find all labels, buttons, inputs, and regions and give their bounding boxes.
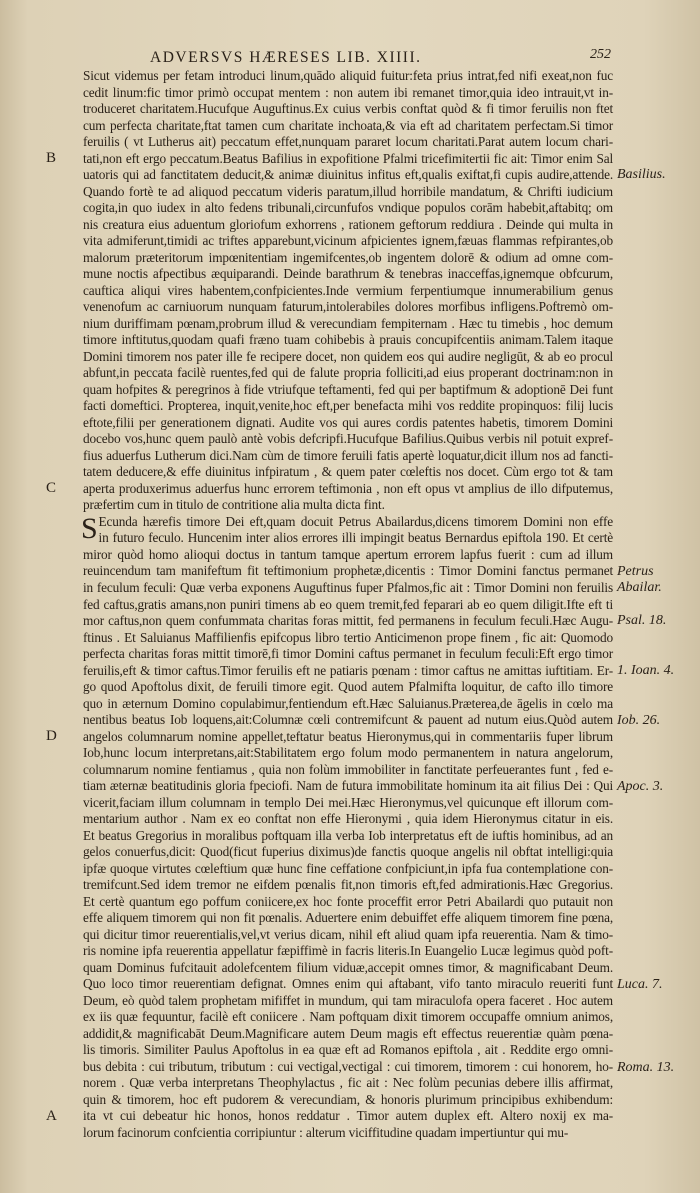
- text-line: cedit linum:fic timor primò occupat mentem : non autem ibi remanet timor,quia ideo intrauit,vt in-: [83, 84, 613, 100]
- text-line: Quando fortè te ad aliquod peccatum videris paratum,illud horribile mandatum, & Chrifti iudicium: [83, 183, 613, 199]
- text-line: miror quòd homo alioqui doctus in tantum tamque apertum errorem lapfus fuerit : cum ad illum: [83, 546, 613, 562]
- margin-note: Iob. 26.: [617, 712, 661, 728]
- margin-note: Psal. 18.: [617, 613, 667, 629]
- text-line: præfertim cum in titulo de contritione alia multa dicta fint.: [83, 497, 385, 513]
- text-line: ipfæ quoque virtutes cœleftium quæ hunc fine ceffatione confpiciunt,in ipfa fua contemplatione con-: [83, 860, 613, 876]
- running-head: ADVERSVS HÆRESES LIB. XIIII.: [150, 49, 422, 66]
- margin-note: Apoc. 3.: [617, 778, 664, 794]
- text-line: addidit,& magnificabāt Deum.Magnificare autem Deum magis eft effectus reuerentiæ quàm pœna-: [83, 1025, 613, 1041]
- text-line: norem . Quæ verba interpretans Theophylactus , fic ait : Nec folùm pecunias debere illis affirmat,: [83, 1075, 613, 1091]
- text-line: ftinus . Et Saluianus Maffilienfis epifcopus libro tertio Anticimenon prope finem , fic ait: Quomodo: [83, 629, 613, 645]
- text-line: venenofum ac carniuorum nunquam faturum,intolerabiles dolores morfibus infligens.Poftremò om-: [83, 299, 613, 315]
- text-line: tremifcunt.Sed idem tremor ne eifdem pœnalis fit,non timoris eft,fed admirationis.Hæc Gregorius.: [83, 877, 613, 893]
- text-line: quam Dominus fufcitauit adolefcentem filium viduæ,accepit omnes timor, & magnificabant Deum.: [83, 959, 613, 975]
- text-line: tati,non eft ergo peccatum.Beatus Bafilius in expofitione Pfalmi tricefimitertii fic ait: Timor enim Sal: [83, 150, 613, 166]
- text-line: effe aliquem timorem qui non fit pœnalis. Aduertere enim debuiffet effe aliquem timorem fine pœna,: [83, 910, 613, 926]
- text-line: Deum, eò quòd talem prophetam mififfet in mundum, qui tam miraculofa opera faceret . Hoc autem: [83, 992, 613, 1008]
- text-line: in futuro feculo. Huncenim inter alios errores illi impingit beatus Bernardus epiftola 190. Et certè: [98, 530, 613, 546]
- text-line: nentibus beatus Iob loquens,ait:Columnæ cœli contremifcunt & pauent ad nutum eius.Quòd autem: [83, 712, 613, 728]
- text-line: cauftica aliqui vires habentem,confpicientes.Inde vermium ferpentiumque innumerabilium genus: [83, 282, 613, 298]
- text-line: cogita,in quo iudex in alto fedens tribunali,circunfufos vndique populos corām habebit,aftabitq; om: [83, 200, 613, 216]
- text-line: mune noctis afpectibus æquiparandi. Deinde barathrum & tenebras inacceffas,ignemque obfcurum,: [83, 266, 613, 282]
- text-line: vita admiferunt,timidi ac triftes apparebunt,vicinum afpicientes ignem,fæuas flammas refpirantes,ob: [83, 233, 613, 249]
- text-line: angelos columnarum nomine appellet,teftatur beatus Hieronymus,qui in commentariis fuper librum: [83, 728, 613, 744]
- margin-note: Basilius.: [617, 167, 666, 183]
- text-line: bus debita : cui tributum, tributum : cui vectigal,vectigal : cui timorem, timorem : cui honorem, ho-: [83, 1058, 613, 1074]
- text-line: uatoris qui ad fanctitatem deducit,& animæ diuinitus infitus eft,qualis exiftat,fi cupis audire,attende.: [83, 167, 613, 183]
- text-line: facti domeftici. Propterea, inquit,venite,hoc eft,per benefacta mihi vos reddite propinquos: filij lucis: [83, 398, 613, 414]
- text-line: docebo vos,hunc quem paulò antè vobis defcripfi.Hucufque Bafilius.Quibus verbis nil potuit expref-: [83, 431, 613, 447]
- text-line: Sicut videmus per fetam introduci linum,quādo aliquid fuitur:feta prius intrat,fed nifi exeat,non fuc: [83, 68, 613, 83]
- text-line: in feculum feculi: Quæ verba exponens Auguftinus fuper Pfalmos,fic ait : Timor Domini non feruilis: [83, 579, 613, 595]
- text-line: aperta produxerimus aduerfus hunc errorem teftimonia , non eft opus vt amplius de illo difputemus,: [83, 480, 613, 496]
- text-line: gelos conuerfus,dicit: Quod(ficut fuperius diximus)de fanctis quoque angelis nil obftat intelligi:quia: [83, 844, 613, 860]
- text-line: fius aduerfus Lutherum dici.Nam cùm de timore feruili fatis apertè loquatur,dicit illum nos ad fancti-: [83, 447, 613, 463]
- text-line: Et beatus Gregorius in moralibus poftquam illa verba Iob interpretatus eft de iuftis hominibus, ad an: [83, 827, 613, 843]
- section-marker: B: [46, 149, 57, 166]
- text-line: quam hofpites & peregrinos à fide vtriufque teftamenti, fed qui per baptifmum & adoptionē Dei funt: [83, 381, 613, 397]
- text-line: eftote,filii per generationem dignati. Audite vos qui aures cordis patentes habetis, timorem Domini: [83, 414, 613, 430]
- text-line: mor caftus,non quem confummata charitas foras mittit, fed permanens in feculum feculi.Hæc Augu-: [83, 613, 613, 629]
- text-line: nis creatura eius aduentum gloriofum exhorrens , rationem geftorum reddiura . Deinde qui multa in: [83, 216, 613, 232]
- text-line: feruilis,eft & timor caftus.Timor feruilis eft ne patiaris pœnam : timor caftus ne amittas iuftitiam. Er-: [83, 662, 613, 678]
- text-line: quo in æternum Domino copulabimur,fentiendum eft.Hæc Saluianus.Præterea,de āgelis in cœlo ma: [83, 695, 613, 711]
- text-line: tiam æternæ beatitudinis gloria fpeciofi. Nam de futura immobilitate hominum ita ait filius Dei : Qui: [83, 778, 613, 794]
- text-line: Domini timorem nos pater ille fe recipere docet, non quidem eos qui audire negligūt, & ab eo procul: [83, 348, 613, 364]
- text-line: reuincendum tam manifeftum fit teftimonium prophetæ,dicentis : Timor Domini fanctus permanet: [83, 563, 613, 579]
- text-line: perfecta charitas foras mittit timorē,fi timor Domini caftus permanet in feculum feculi:Eft ergo timor: [83, 646, 613, 662]
- text-line: ex iis quæ fequuntur, facilè eft coniicere . Nam poftquam dixit timorem occupaffe omnium animos,: [83, 1009, 613, 1025]
- text-line: mentarium author . Nam ex eo conftat non effe Hieronymi , quia idem Hieronymus citatur in eis.: [83, 811, 613, 827]
- text-line: troduceret charitatem.Hucufque Auguftinus.Ex cuius verbis conftat quòd & fi timor feruilis non ftet: [83, 101, 613, 117]
- text-line: S Ecunda hærefis timore Dei eft,quam docuit Petrus Abailardus,dicens timorem Domini non effe: [81, 511, 613, 545]
- margin-note: 1. Ioan. 4.: [617, 663, 675, 679]
- section-marker: C: [46, 480, 57, 497]
- section-marker: A: [46, 1108, 57, 1125]
- margin-note: Petrus: [617, 563, 654, 579]
- text-line: lis timoris. Similiter Paulus Apoftolus in ea quæ eft ad Romanos epiftola , ait . Reddite ergo omni-: [83, 1042, 613, 1058]
- margin-note: Roma. 13.: [617, 1059, 675, 1075]
- text-line: abfunt,in peccata facilè ruentes,fed qui de falute propria folliciti,ad eius properant doctrinam:non in: [83, 365, 613, 381]
- text-line: ris nomine ipfa reuerentia appellatur fæpiffimè in facris literis.In Euangelio Lucæ legimus quòd poft-: [83, 943, 613, 959]
- page-number: 252: [590, 47, 611, 62]
- text-line: go quod Apoftolus dixit, de feruili timore egit. Quod autem Pfalmifta loquitur, de cafto illo timore: [83, 679, 613, 695]
- margin-note: Luca. 7.: [617, 977, 663, 993]
- section-marker: D: [46, 728, 57, 745]
- text-line: quin & timorem, hoc eft pudorem & verecundiam, & honoris plurimum principibus exhibendum:: [83, 1091, 613, 1107]
- text-line: fed caftus,gratis amans,non puniri timens ab eo quem tremit,fed feparari ab eo quem diligit.Ifte eft ti: [83, 596, 613, 612]
- text-line: qui dicitur timor reuerentialis,vel,vt verius dicam, nihil eft aliud quam ipfa reuerentia. Nam & timo-: [83, 926, 613, 942]
- drop-cap: S: [81, 511, 98, 545]
- text-line: vicerit,faciam illum columnam in templo Dei mei.Hæc Hieronymus,vel quicunque eft illorum com-: [83, 794, 613, 810]
- text-line: Iob,hunc locum interpretans,ait:Stabilitatem ergo folum modo permanentem in natura angelorum,: [83, 745, 613, 761]
- text-line: columnarum nomine fentiamus , quia non folùm immobiliter in fanctitate perfeuerantes funt , fed e-: [83, 761, 613, 777]
- body-text: [83, 68, 613, 1142]
- text-line: lorum facinorum confcientia corripiuntur : alterum viciffitudine quadam impertiuntur qui mu-: [83, 1125, 569, 1140]
- text-line: tatem deducere,& effe diuinitus infpiratum , & quem pater cœleftis nos docet. Cùm ergo tot & tam: [83, 464, 613, 480]
- text-line: Et certè quantum ego poffum coniicere,ex hoc fonte proceffit error Petri Abailardi quo putauit non: [83, 893, 613, 909]
- text-line: malorum præteritorum impœnitentiam ingemifcentes,ob ingentem dolorē & odium ad omne com-: [83, 249, 613, 265]
- text-line: ita vt cui debeatur hic honos, honos reddatur . Timor autem duplex eft. Altero noxij ex ma-: [83, 1108, 613, 1124]
- text-line: cum perfecta charitate,ftat tamen cum charitate inchoata,& via eft ad charitatem perfectam.Si timor: [83, 117, 613, 133]
- margin-note: Abailar.: [617, 580, 662, 596]
- text-line: feruilis ( vt Lutherus ait) peccatum effet,nunquam pararet locum charitati.Parat autem locum chari-: [83, 134, 613, 150]
- text-line: timore inftitutus,quodam quafi fræno tuam cohibebis à prauis concupifcentiis animam.Talem itaque: [83, 332, 613, 348]
- text-line: Quo loco timor reuerentiam defignat. Omnes enim qui aftabant, vifo tanto miraculo reueriti funt: [83, 976, 613, 992]
- text-line: nium duriffimam pœnam,probrum illud & verecundiam fempiternam . Hæc tu timebis , hoc demum: [83, 315, 613, 331]
